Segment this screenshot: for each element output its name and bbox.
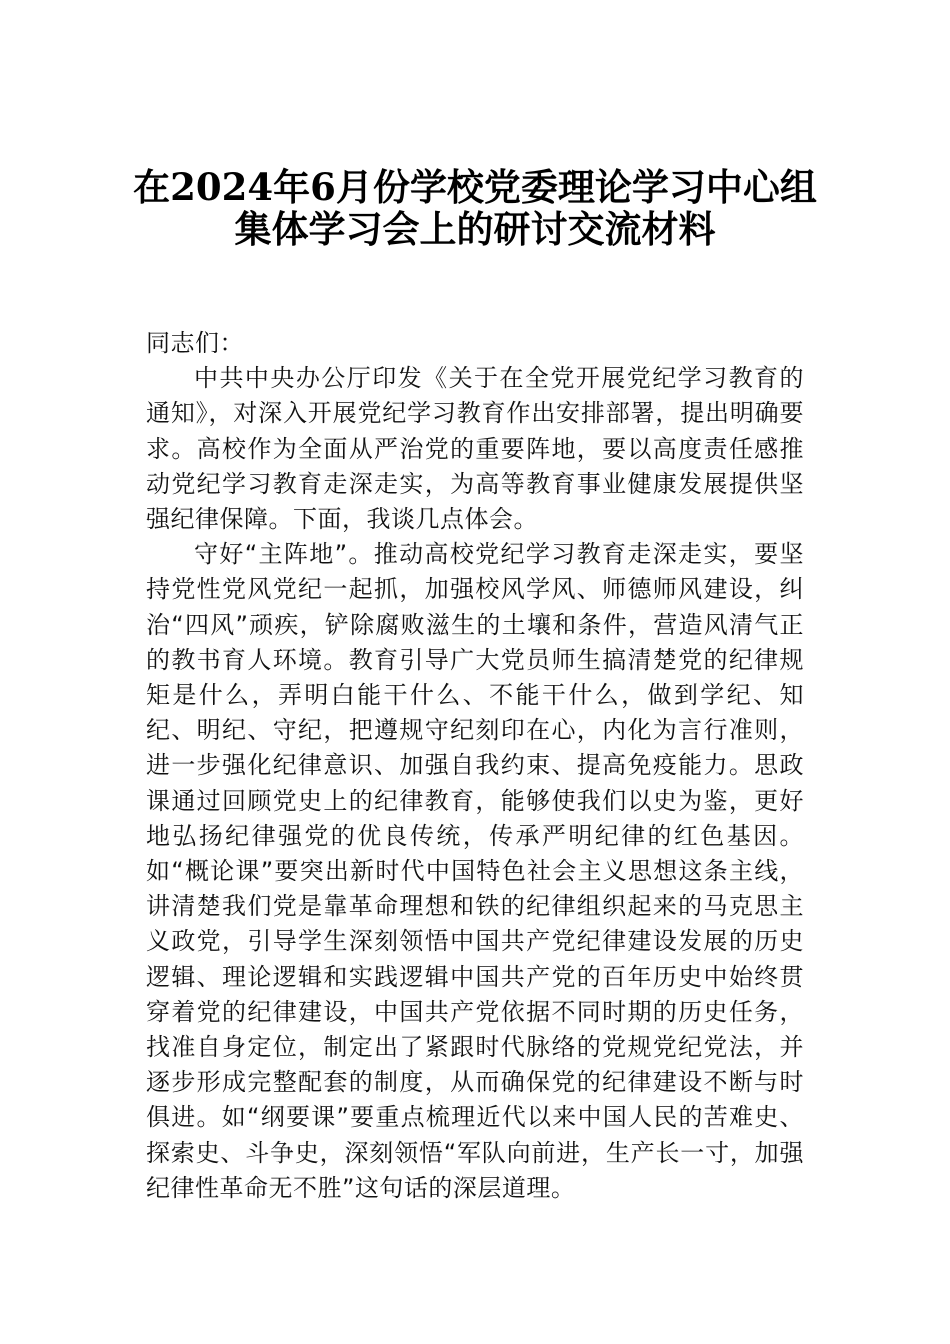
paragraph-main-front: 守好“主阵地”。推动高校党纪学习教育走深走实，要坚持党性党风党纪一起抓，加强校风学风、师德师风建设，纠治“四风”顽疾，铲除腐败滋生的土壤和条件，营造风清气正的教书育人环境。教育引导广大党员师生搞清楚党的纪律规矩是什么，弄明白能干什么、不能干什么，做到学纪、知纪、明纪、守纪，把遵规守纪刻印在心，内化为言行准则，进一步强化纪律意识、加强自我约束、提高免疫能力。思政课通过回顾党史上的纪律教育，能够使我们以史为鉴，更好地弘扬纪律强党的优良传统，传承严明纪律的红色基因。如“概论课”要突出新时代中国特色社会主义思想这条主线，讲清楚我们党是靠革命理想和铁的纪律组织起来的马克思主义政党，引导学生深刻领悟中国共产党纪律建设发展的历史逻辑、理论逻辑和实践逻辑中国共产党的百年历史中始终贯穿着党的纪律建设，中国共产党依据不同时期的历史任务，找准自身定位，制定出了紧跟时代脉络的党规党纪党法，并逐步形成完整配套的制度，从而确保党的纪律建设不断与时俱进。如“纲要课”要重点梳理近代以来中国人民的苦难史、探索史、斗争史，深刻领悟“军队向前进，生产长一寸，加强纪律性革命无不胜”这句话的深层道理。 bbox=[146, 540, 804, 1202]
salutation: 同志们： bbox=[146, 329, 244, 357]
document-title-line-1: 在2024年6月份学校党委理论学习中心组 bbox=[133, 165, 817, 209]
document-body bbox=[146, 326, 804, 1206]
document-title-line-2: 集体学习会上的研讨交流材料 bbox=[234, 207, 716, 251]
paragraph-intro: 中共中央办公厅印发《关于在全党开展党纪学习教育的通知》，对深入开展党纪学习教育作出安排部署，提出明确要求。高校作为全面从严治党的重要阵地，要以高度责任感推动党纪学习教育走深走实，为高等教育事业健康发展提供坚强纪律保障。下面，我谈几点体会。 bbox=[146, 364, 804, 534]
